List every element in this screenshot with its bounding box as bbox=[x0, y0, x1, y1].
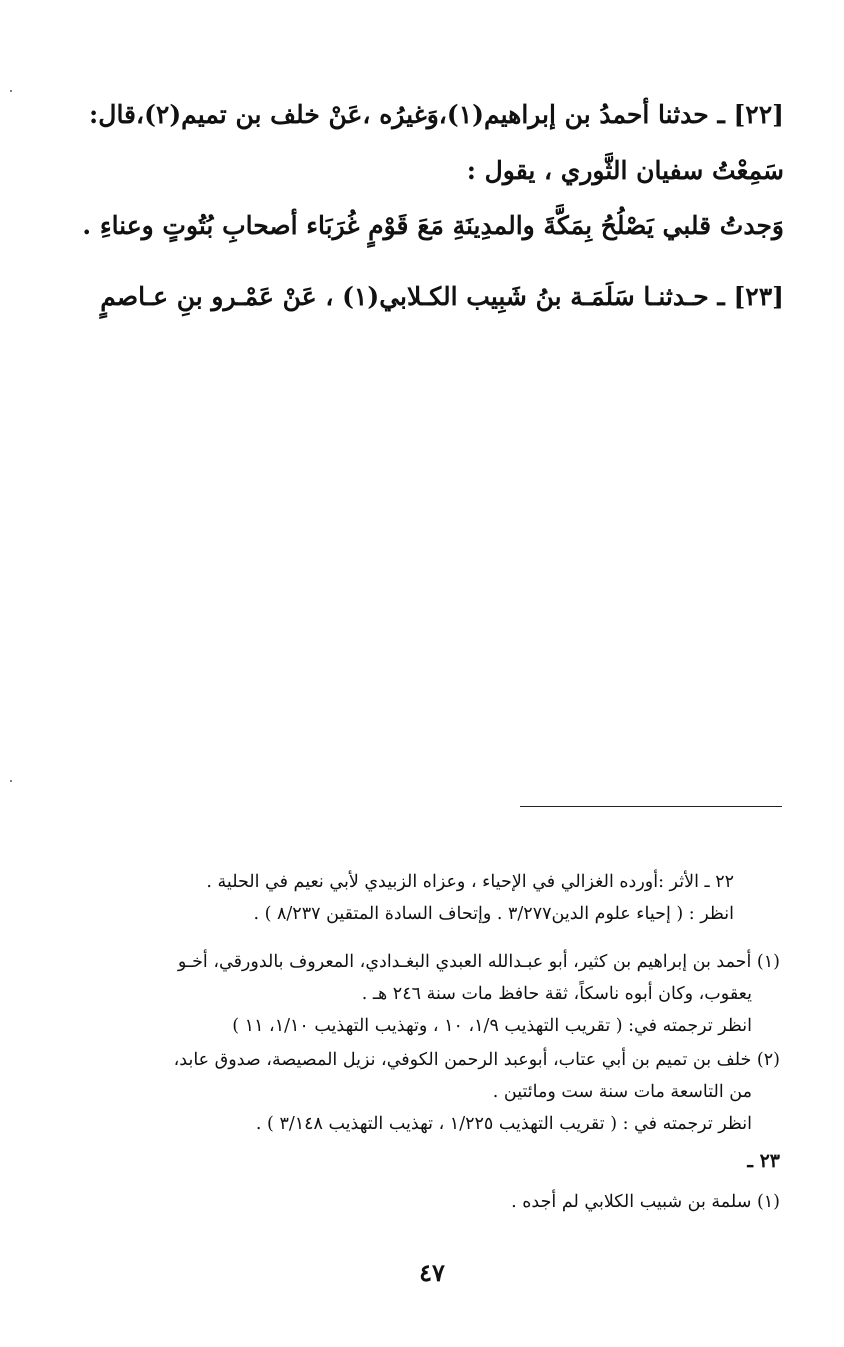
scan-speck bbox=[10, 90, 12, 92]
footnote-1-line-1: (١) أحمد بن إبراهيم بن كثير، أبو عبـدالله العبدي البغـدادي، المعروف بالدورقي، أخـو bbox=[177, 952, 780, 972]
footnote-1-line-3: انظر ترجمته في: ( تقريب التهذيب ١/٩، ١٠ ، وتهذيب التهذيب ١/١٠، ١١ ) bbox=[232, 1016, 752, 1036]
footnote-2-line-2: من التاسعة مات سنة ست ومائتين . bbox=[492, 1082, 752, 1102]
footnote-athar-22-line-2: انظر : ( إحياء علوم الدين٣/٢٧٧ . وإتحاف السادة المتقين ٨/٢٣٧ ) . bbox=[253, 904, 734, 924]
footnote-athar-22-line-1: ٢٢ ـ الأثر :أورده الغزالي في الإحياء ، وعزاه الزبيدي لأبي نعيم في الحلية . bbox=[206, 872, 734, 892]
scan-speck bbox=[10, 780, 12, 782]
main-text-line-3: وَجدتُ قلبي يَصْلُحُ بِمَكَّةَ والمدِينَةِ مَعَ قَوْمٍ غُرَبَاء أصحابِ بُتُوتٍ وعناءِ . bbox=[82, 211, 784, 240]
footnote-2-line-1: (٢) خلف بن تميم بن أبي عتاب، أبوعبد الرحمن الكوفي، نزيل المصيصة، صدوق عابد، bbox=[173, 1050, 780, 1070]
footnote-divider bbox=[520, 806, 782, 807]
page-number: ٤٧ bbox=[419, 1258, 445, 1287]
footnote-23-note-1: (١) سلمة بن شبيب الكلابي لم أجده . bbox=[511, 1192, 780, 1212]
main-text-line-4: [٢٣] ـ حـدثنـا سَلَمَـة بنُ شَبِيب الكـلابي(١) ، عَنْ عَمْـرو بنِ عـاصمٍ bbox=[100, 282, 784, 311]
footnote-athar-23-label: ٢٣ ـ bbox=[747, 1150, 780, 1172]
footnote-2-line-3: انظر ترجمته في : ( تقريب التهذيب ١/٢٢٥ ، تهذيب التهذيب ٣/١٤٨ ) . bbox=[255, 1114, 752, 1134]
footnote-1-line-2: يعقوب، وكان أبوه ناسكاً، ثقة حافظ مات سنة ٢٤٦ هـ . bbox=[361, 984, 752, 1004]
main-text-line-1: [٢٢] ـ حدثنا أحمدُ بن إبراهيم(١)،وَغيرُه ،عَنْ خلف بن تميم(٢)،قال: bbox=[89, 100, 784, 129]
main-text-line-2: سَمِعْتُ سفيان الثَّوري ، يقول : bbox=[466, 156, 784, 185]
